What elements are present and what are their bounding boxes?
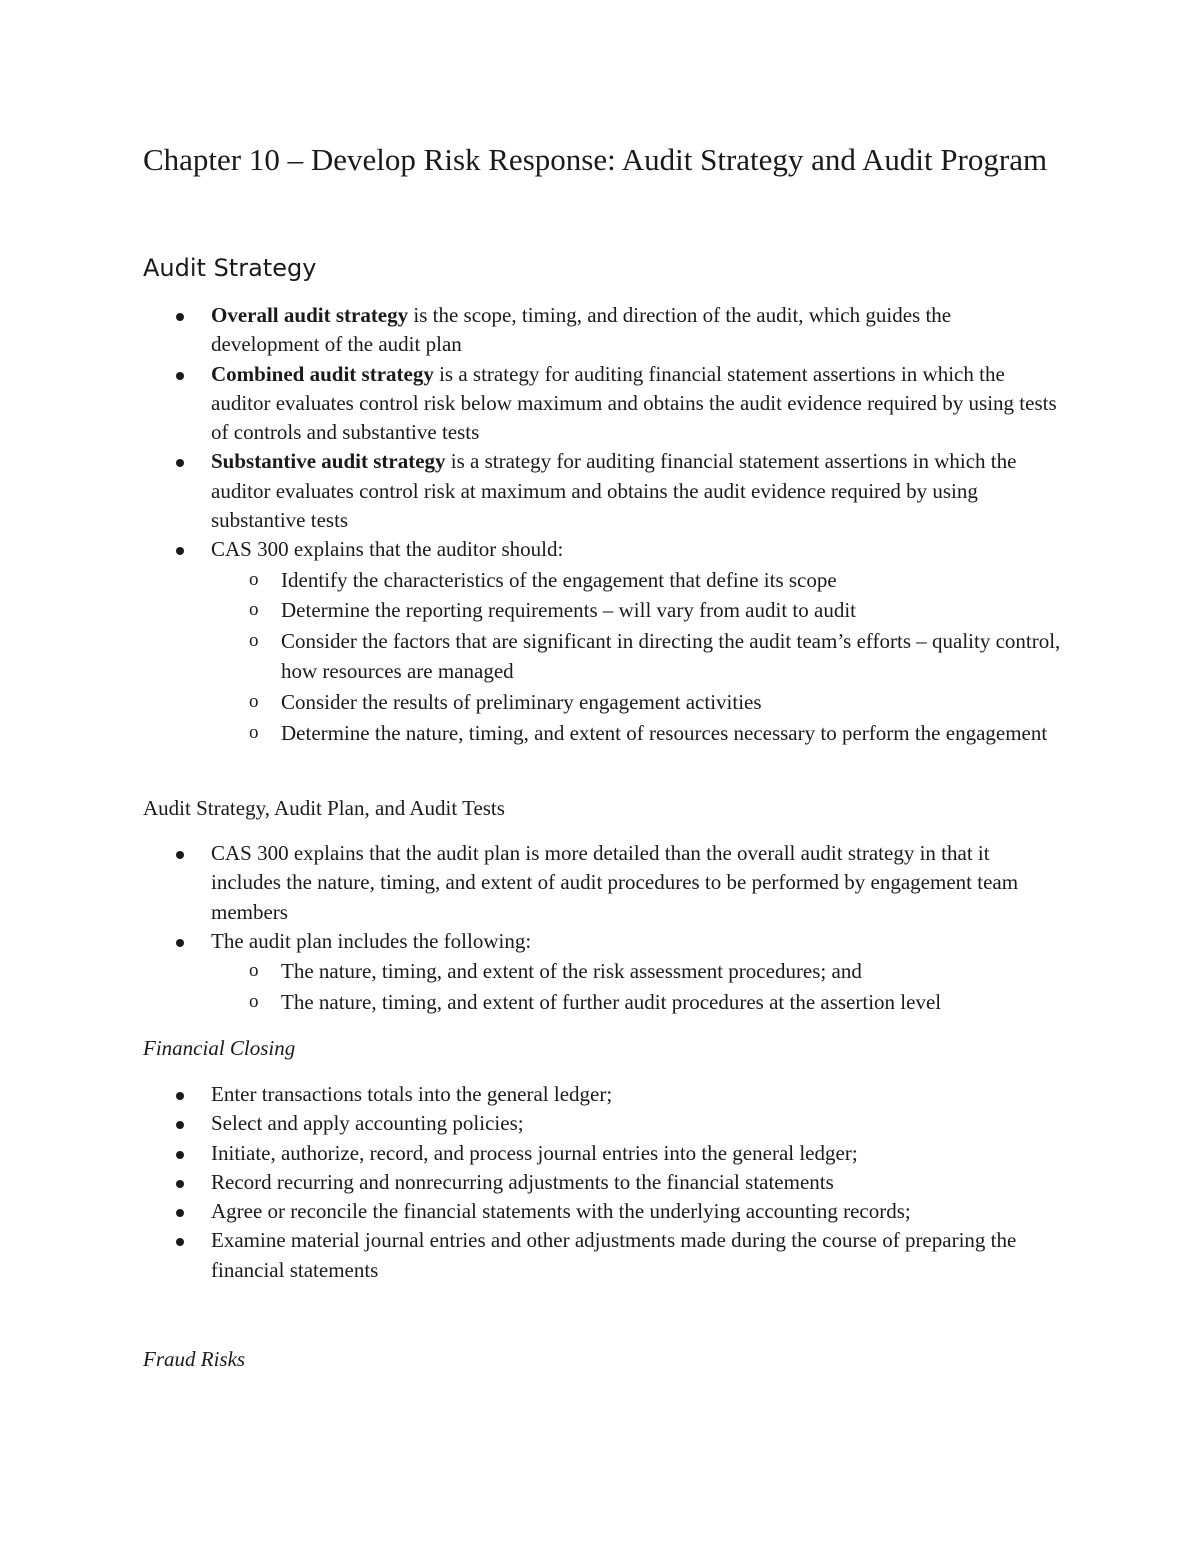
- list-item: [143, 535, 1063, 748]
- bullet-icon: [176, 1180, 184, 1188]
- bullet-icon: [176, 1092, 184, 1100]
- sub-list-item: o Determine the nature, timing, and extent of resources necessary to perform the engagement: [211, 718, 1063, 749]
- term: Overall audit strategy: [211, 303, 409, 327]
- section-heading-audit-plan: Audit Strategy, Audit Plan, and Audit Tests: [143, 796, 505, 820]
- list-item: Examine material journal entries and other adjustments made during the course of preparing the financial statements: [143, 1226, 1063, 1285]
- list-item: Record recurring and nonrecurring adjustments to the financial statements: [143, 1168, 1063, 1197]
- section-heading-financial-closing: Financial Closing: [143, 1036, 296, 1060]
- cas-300-sublist: [211, 565, 1063, 749]
- circle-bullet-icon: o: [249, 990, 259, 1012]
- definition: is the scope, timing, and direction of the audit, which guides the development of the audit plan: [211, 303, 952, 357]
- term: Substantive audit strategy: [211, 449, 446, 474]
- list-item: [143, 447, 1063, 535]
- bullet-icon: [176, 547, 184, 555]
- bullet-icon: [176, 1121, 184, 1129]
- sub-list-item: o Identify the characteristics of the engagement that define its scope: [211, 565, 1063, 596]
- list-item: The audit plan includes the following: o The nature, timing, and extent of the risk assessment procedures; and o The nature, timing, and extent of further audit procedures at the assertion level: [143, 927, 1063, 1017]
- definition: is a strategy for auditing financial statement assertions in which the auditor evaluates control risk at maximum and obtains the audit evidence required by using substantive tests: [211, 449, 1017, 533]
- circle-bullet-icon: o: [249, 629, 259, 651]
- list-item: Enter transactions totals into the general ledger;: [143, 1080, 1063, 1109]
- list-item: [143, 301, 1063, 360]
- circle-bullet-icon: o: [249, 599, 259, 621]
- bullet-icon: [176, 1151, 184, 1159]
- circle-bullet-icon: o: [249, 721, 259, 743]
- page-title: Chapter 10 – Develop Risk Response: Audit Strategy and Audit Program: [143, 142, 1048, 177]
- list-item: Agree or reconcile the financial statements with the underlying accounting records;: [143, 1197, 1063, 1226]
- item-text: CAS 300 explains that the auditor should:: [211, 537, 564, 562]
- bullet-icon: [176, 851, 184, 859]
- list-item: [143, 360, 1063, 448]
- sub-list-item: o Consider the results of preliminary engagement activities: [211, 687, 1063, 718]
- audit-strategy-list: [143, 301, 1063, 748]
- section-heading-fraud-risks: Fraud Risks: [143, 1347, 246, 1371]
- sub-list-item: o The nature, timing, and extent of further audit procedures at the assertion level: [211, 987, 1063, 1018]
- list-item: Select and apply accounting policies;: [143, 1109, 1063, 1138]
- list-item: Initiate, authorize, record, and process journal entries into the general ledger;: [143, 1139, 1063, 1168]
- bullet-icon: [176, 459, 184, 467]
- definition: is a strategy for auditing financial statement assertions in which the auditor evaluates control risk below maximum and obtains the audit evidence required by using tests of controls and substantive tests: [211, 361, 1057, 445]
- term: Combined audit strategy: [211, 361, 434, 386]
- list-item: CAS 300 explains that the audit plan is more detailed than the overall audit strategy in that it includes the nature, timing, and extent of audit procedures to be performed by engagement team members: [143, 839, 1063, 927]
- sub-list-item: o The nature, timing, and extent of the risk assessment procedures; and: [211, 956, 1063, 987]
- circle-bullet-icon: o: [249, 960, 259, 982]
- bullet-icon: [176, 313, 184, 321]
- circle-bullet-icon: o: [249, 568, 259, 590]
- sub-list-item: o Determine the reporting requirements – will vary from audit to audit: [211, 595, 1063, 626]
- circle-bullet-icon: o: [249, 691, 259, 713]
- financial-closing-list: [143, 1080, 1063, 1285]
- section-heading-audit-strategy: Audit Strategy: [143, 254, 317, 282]
- bullet-icon: [176, 1238, 184, 1246]
- bullet-icon: [176, 939, 184, 947]
- audit-plan-sublist: [211, 956, 1063, 1017]
- bullet-icon: [176, 1209, 184, 1217]
- bullet-icon: [176, 372, 184, 380]
- sub-list-item: o Consider the factors that are significant in directing the audit team’s efforts – quality control, how resources are managed: [211, 626, 1063, 687]
- audit-plan-list: [143, 839, 1063, 1017]
